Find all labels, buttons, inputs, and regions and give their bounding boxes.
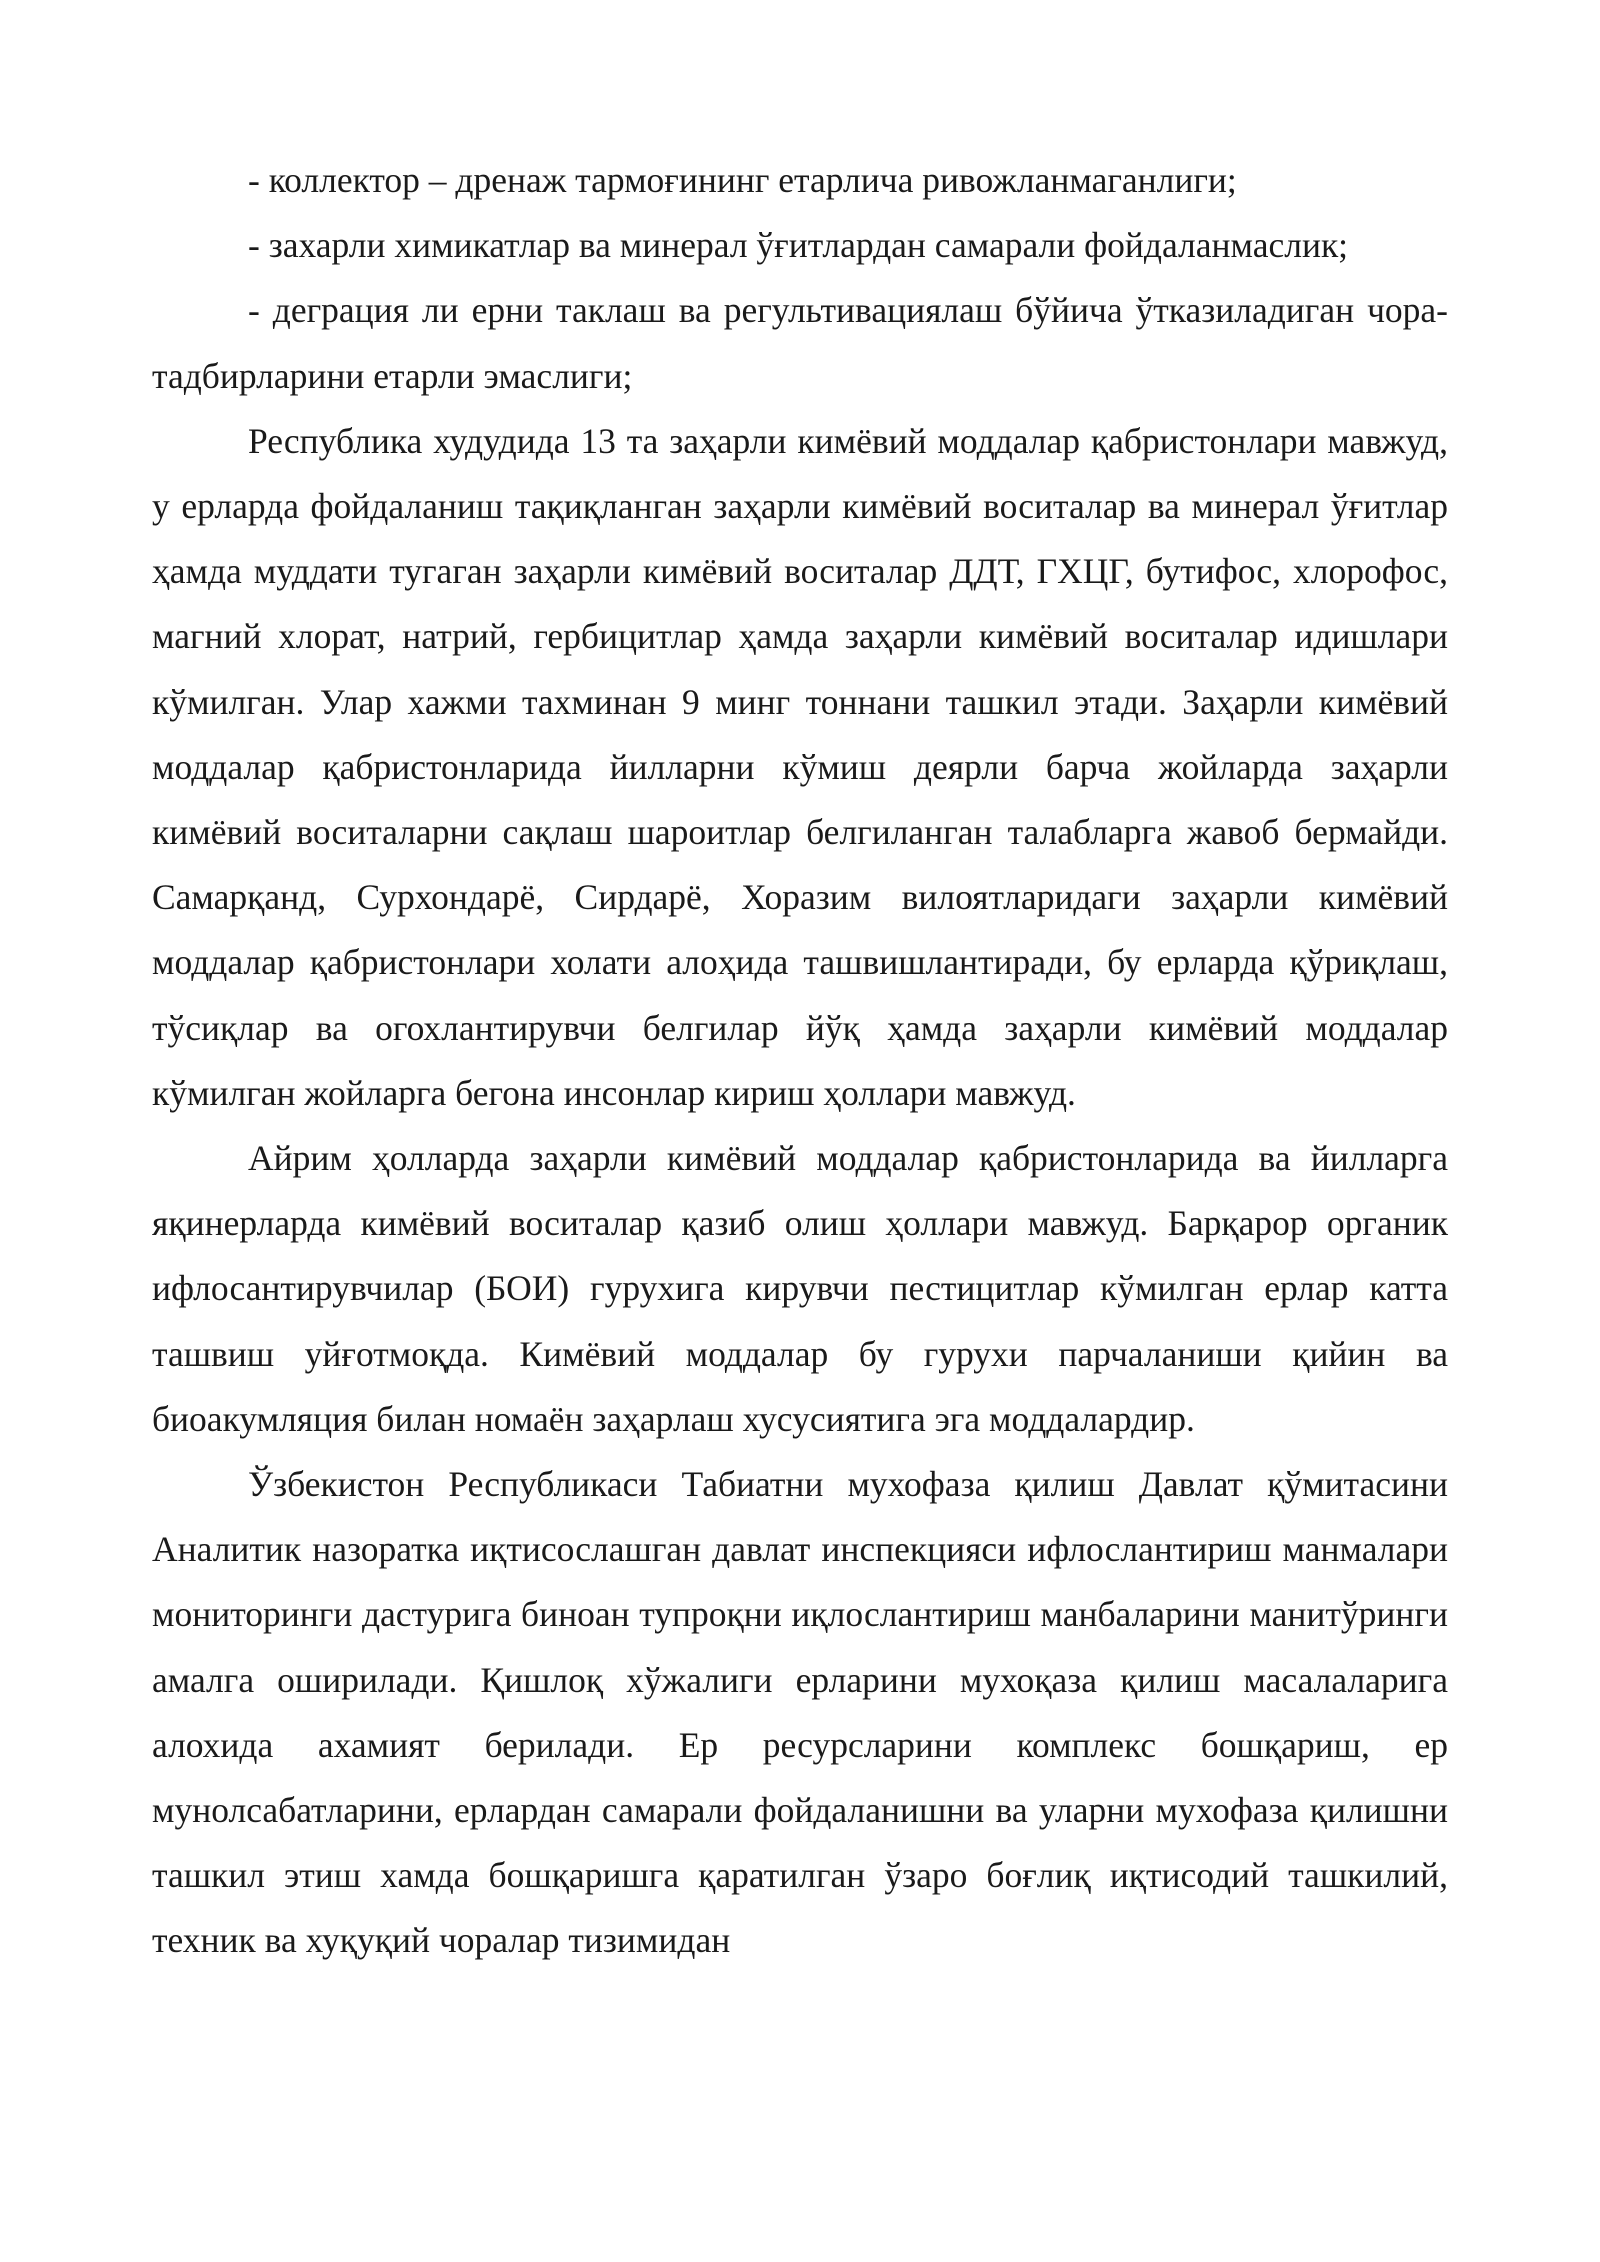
paragraph-chemical-cemeteries: Республика худудида 13 та заҳарли кимёвий моддалар қабристонлари мавжуд, у ерларда фойдаланиш тақиқланган заҳарли кимёвий воситалар ва минерал ўғитлар ҳамда муддати тугаган заҳарли кимёвий воситалар ДДТ, ГХЦГ, бутифос, хлорофос, магний хлорат, натрий, гербицитлар ҳамда заҳарли кимёвий воситалар идишлари кўмилган. Улар хажми тахминан 9 минг тоннани ташкил этади. Заҳарли кимёвий моддалар қабристонларида йилларни кўмиш деярли барча жойларда заҳарли кимёвий воситаларни сақлаш шароитлар белгиланган талабларга жавоб бермайди. Самарқанд, Сурхондарё, Сирдарё, Хоразим вилоятларидаги заҳарли кимёвий моддалар қабристонлари холати алоҳида ташвишлантиради, бу ерларда қўриқлаш, тўсиқлар ва огохлантирувчи белгилар йўқ ҳамда заҳарли кимёвий моддалар кўмилган жойларга бегона инсонлар кириш ҳоллари мавжуд.: [152, 420, 1448, 1113]
paragraph-state-committee: Ўзбекистон Республикаси Табиатни мухофаза қилиш Давлат қўмитасини Аналитик назоратка иқтисослашган давлат инспекцияси ифлослантириш манмалари мониторинги дастурига биноан тупроқни иқлослантириш манбаларини манитўринги амалга оширилади. Қишлоқ хўжалиги ерларини мухоқаза қилиш масалаларига алохида ахамият берилади. Ер ресурсларини комплекс бошқариш, ер мунолсабатларини, ерлардан самарали фойдаланишни ва уларни мухофаза қилишни ташкил этиш хамда бошқаришга қаратилган ўзаро боғлиқ иқтисодий ташкилий, техник ва хуқуқий чоралар тизимидан: [152, 1464, 1448, 1961]
paragraph-pesticide-burial: Айрим ҳолларда заҳарли кимёвий моддалар қабристонларида ва йилларга яқинерларда кимёвий воситалар қазиб олиш ҳоллари мавжуд. Барқарор органик ифлосантирувчилар (БОИ) гурухига кирувчи пестицитлар кўмилган ерлар катта ташвиш уйғотмоқда. Кимёвий моддалар бу гурухи парчаланиши қийин ва биоакумляция билан номаён заҳарлаш хусусиятига эга моддалардир.: [152, 1138, 1448, 1439]
document-body: [152, 148, 1448, 1974]
list-item-collector-drainage: - коллектор – дренаж тармоғининг етарлича ривожланмаганлиги;: [248, 160, 1237, 200]
list-item-degradation-measures: - деграция ли ерни таклаш ва регультивациялаш бўйича ўтказиладиган чора- тадбирларини етарли эмаслиги;: [152, 290, 1448, 396]
list-item-chemicals-fertilizers: - захарли химикатлар ва минерал ўғитлардан самарали фойдаланмаслик;: [248, 225, 1349, 266]
